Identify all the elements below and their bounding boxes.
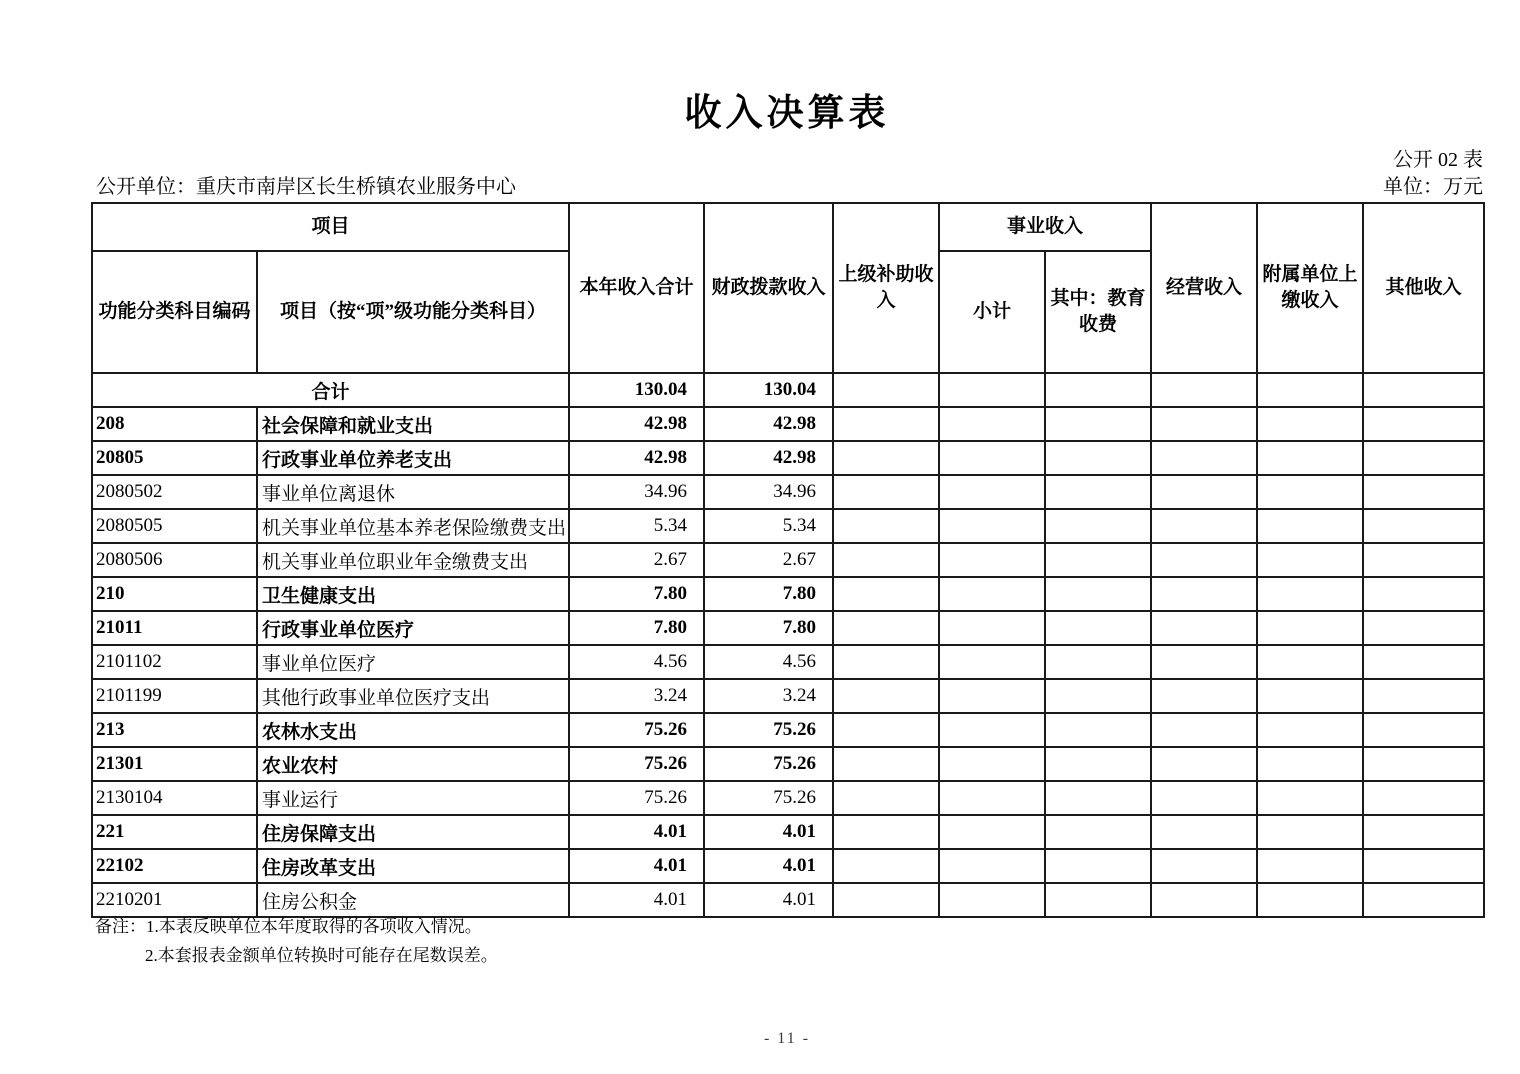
row-empty-cell [1363,611,1484,645]
row-empty-cell [1045,577,1151,611]
row-empty-cell [1045,441,1151,475]
row-empty-cell [1257,611,1363,645]
row-empty-cell [1257,679,1363,713]
row-empty-cell [1151,475,1257,509]
row-name: 住房改革支出 [257,849,569,883]
table-row [92,543,1484,577]
row-empty-cell [1045,679,1151,713]
row-code: 208 [92,407,257,441]
row-empty-cell [1151,849,1257,883]
row-name: 其他行政事业单位医疗支出 [257,679,569,713]
table-row [92,475,1484,509]
table-row [92,441,1484,475]
header-superior-col: 上级补助收入 [833,203,939,373]
header-affiliated-col: 附属单位上缴收入 [1257,203,1363,373]
row-code: 2080506 [92,543,257,577]
row-empty-cell [1363,849,1484,883]
org-label: 公开单位：重庆市南岸区长生桥镇农业服务中心 [96,176,516,198]
row-code: 213 [92,713,257,747]
row-fiscal-value: 7.80 [704,611,833,645]
header-other-col: 其他收入 [1363,203,1484,373]
row-empty-cell [1045,713,1151,747]
row-name: 事业运行 [257,781,569,815]
row-name: 卫生健康支出 [257,577,569,611]
row-empty-cell [939,475,1045,509]
row-empty-cell [833,883,939,917]
row-empty-cell [939,577,1045,611]
row-empty-cell [1363,645,1484,679]
header-project-group: 项目 [92,203,569,251]
row-name: 机关事业单位职业年金缴费支出 [257,543,569,577]
table-row [92,747,1484,781]
row-total-label: 合计 [92,373,569,407]
row-empty-cell [833,509,939,543]
row-empty-cell [1151,883,1257,917]
row-empty-cell [1363,883,1484,917]
row-fiscal-value: 130.04 [704,373,833,407]
row-empty-cell [1151,781,1257,815]
row-code: 2210201 [92,883,257,917]
row-empty-cell [1257,373,1363,407]
header-total-col: 本年收入合计 [569,203,704,373]
header-business-subtotal-col: 小计 [939,251,1045,373]
row-empty-cell [833,849,939,883]
header-name-col: 项目（按“项”级功能分类科目） [257,251,569,373]
row-total-value: 4.01 [569,815,704,849]
row-empty-cell [1363,747,1484,781]
row-fiscal-value: 42.98 [704,407,833,441]
row-code: 2080505 [92,509,257,543]
table-header [92,203,1484,373]
row-total-value: 7.80 [569,611,704,645]
row-fiscal-value: 2.67 [704,543,833,577]
row-empty-cell [1257,475,1363,509]
row-empty-cell [1363,441,1484,475]
row-fiscal-value: 75.26 [704,713,833,747]
row-code: 210 [92,577,257,611]
row-code: 2080502 [92,475,257,509]
row-name: 行政事业单位医疗 [257,611,569,645]
row-empty-cell [1151,815,1257,849]
row-empty-cell [1045,509,1151,543]
row-fiscal-value: 75.26 [704,781,833,815]
row-fiscal-value: 5.34 [704,509,833,543]
row-code: 20805 [92,441,257,475]
row-empty-cell [1151,373,1257,407]
row-name: 住房公积金 [257,883,569,917]
row-empty-cell [833,543,939,577]
note-line-2: 2.本套报表金额单位转换时可能存在尾数误差。 [145,946,498,965]
row-empty-cell [939,747,1045,781]
row-fiscal-value: 4.01 [704,849,833,883]
row-empty-cell [1257,815,1363,849]
row-empty-cell [1045,373,1151,407]
row-empty-cell [1363,577,1484,611]
row-total-value: 4.01 [569,883,704,917]
table-row [92,611,1484,645]
row-empty-cell [1363,713,1484,747]
row-name: 行政事业单位养老支出 [257,441,569,475]
row-empty-cell [1363,509,1484,543]
row-empty-cell [1045,611,1151,645]
row-name: 住房保障支出 [257,815,569,849]
row-name: 社会保障和就业支出 [257,407,569,441]
row-total-value: 42.98 [569,407,704,441]
row-code: 2101102 [92,645,257,679]
row-empty-cell [1363,373,1484,407]
table-row [92,849,1484,883]
row-total-value: 4.56 [569,645,704,679]
table-row [92,781,1484,815]
row-empty-cell [939,509,1045,543]
row-empty-cell [1257,441,1363,475]
row-fiscal-value: 4.01 [704,883,833,917]
row-total-value: 34.96 [569,475,704,509]
row-empty-cell [939,679,1045,713]
row-empty-cell [833,713,939,747]
row-empty-cell [1151,679,1257,713]
row-empty-cell [1363,407,1484,441]
row-code: 2130104 [92,781,257,815]
row-code: 21011 [92,611,257,645]
row-empty-cell [1045,645,1151,679]
header-operating-col: 经营收入 [1151,203,1257,373]
row-fiscal-value: 75.26 [704,747,833,781]
row-total-value: 75.26 [569,781,704,815]
table-row [92,509,1484,543]
table-code-label: 公开 02 表 [1393,149,1483,171]
row-fiscal-value: 4.01 [704,815,833,849]
row-empty-cell [833,815,939,849]
row-empty-cell [1151,543,1257,577]
row-empty-cell [1151,509,1257,543]
row-empty-cell [1045,815,1151,849]
table-row [92,713,1484,747]
row-empty-cell [1151,645,1257,679]
row-empty-cell [1257,577,1363,611]
row-empty-cell [1151,713,1257,747]
page-number: - 11 - [763,1030,811,1047]
row-empty-cell [833,679,939,713]
row-fiscal-value: 7.80 [704,577,833,611]
row-total-value: 4.01 [569,849,704,883]
row-empty-cell [833,475,939,509]
header-code-col: 功能分类科目编码 [92,251,257,373]
header-fiscal-col: 财政拨款收入 [704,203,833,373]
row-name: 机关事业单位基本养老保险缴费支出 [257,509,569,543]
table-row [92,407,1484,441]
row-empty-cell [939,883,1045,917]
row-empty-cell [939,781,1045,815]
row-empty-cell [833,441,939,475]
row-empty-cell [1045,747,1151,781]
row-empty-cell [1045,781,1151,815]
row-empty-cell [1257,747,1363,781]
row-total-value: 75.26 [569,713,704,747]
row-empty-cell [1045,883,1151,917]
row-total-value: 75.26 [569,747,704,781]
row-code: 22102 [92,849,257,883]
row-total-value: 2.67 [569,543,704,577]
row-empty-cell [1257,781,1363,815]
row-name: 事业单位离退休 [257,475,569,509]
income-table [91,202,1485,918]
row-empty-cell [1257,645,1363,679]
row-fiscal-value: 42.98 [704,441,833,475]
row-empty-cell [1257,509,1363,543]
row-empty-cell [833,611,939,645]
header-business-group: 事业收入 [939,203,1151,251]
note-line-1: 备注：1.本表反映单位本年度取得的各项收入情况。 [95,917,482,936]
row-total-value: 42.98 [569,441,704,475]
row-empty-cell [939,713,1045,747]
row-empty-cell [833,747,939,781]
row-empty-cell [939,645,1045,679]
row-empty-cell [1151,407,1257,441]
table-row [92,815,1484,849]
table-row [92,577,1484,611]
row-empty-cell [1257,883,1363,917]
table-row [92,373,1484,407]
row-empty-cell [1045,475,1151,509]
row-name: 农林水支出 [257,713,569,747]
row-total-value: 3.24 [569,679,704,713]
row-fiscal-value: 34.96 [704,475,833,509]
table-body [92,373,1484,917]
row-name: 农业农村 [257,747,569,781]
row-total-value: 130.04 [569,373,704,407]
row-empty-cell [833,781,939,815]
row-empty-cell [1363,543,1484,577]
row-total-value: 7.80 [569,577,704,611]
row-empty-cell [939,543,1045,577]
row-empty-cell [1045,849,1151,883]
row-name: 事业单位医疗 [257,645,569,679]
row-empty-cell [939,611,1045,645]
row-empty-cell [1363,475,1484,509]
row-empty-cell [1257,543,1363,577]
header-business-edu-col: 其中：教育收费 [1045,251,1151,373]
row-empty-cell [1257,849,1363,883]
row-empty-cell [833,373,939,407]
row-empty-cell [939,407,1045,441]
row-empty-cell [1363,815,1484,849]
row-empty-cell [1151,747,1257,781]
row-empty-cell [833,577,939,611]
row-empty-cell [1151,611,1257,645]
row-empty-cell [1151,441,1257,475]
row-fiscal-value: 3.24 [704,679,833,713]
row-total-value: 5.34 [569,509,704,543]
row-empty-cell [939,815,1045,849]
row-empty-cell [1257,407,1363,441]
notes-block [95,912,498,970]
row-code: 21301 [92,747,257,781]
row-empty-cell [1151,577,1257,611]
row-code: 221 [92,815,257,849]
row-empty-cell [1045,543,1151,577]
row-empty-cell [1257,713,1363,747]
row-empty-cell [833,407,939,441]
row-empty-cell [939,849,1045,883]
row-empty-cell [939,441,1045,475]
header-row-1 [92,203,1484,251]
row-empty-cell [1363,781,1484,815]
row-empty-cell [1045,407,1151,441]
row-empty-cell [939,373,1045,407]
row-empty-cell [833,645,939,679]
table-row [92,645,1484,679]
row-empty-cell [1363,679,1484,713]
row-code: 2101199 [92,679,257,713]
page-title: 收入决算表 [684,93,890,134]
row-fiscal-value: 4.56 [704,645,833,679]
unit-label: 单位：万元 [1383,176,1483,198]
table-row [92,679,1484,713]
